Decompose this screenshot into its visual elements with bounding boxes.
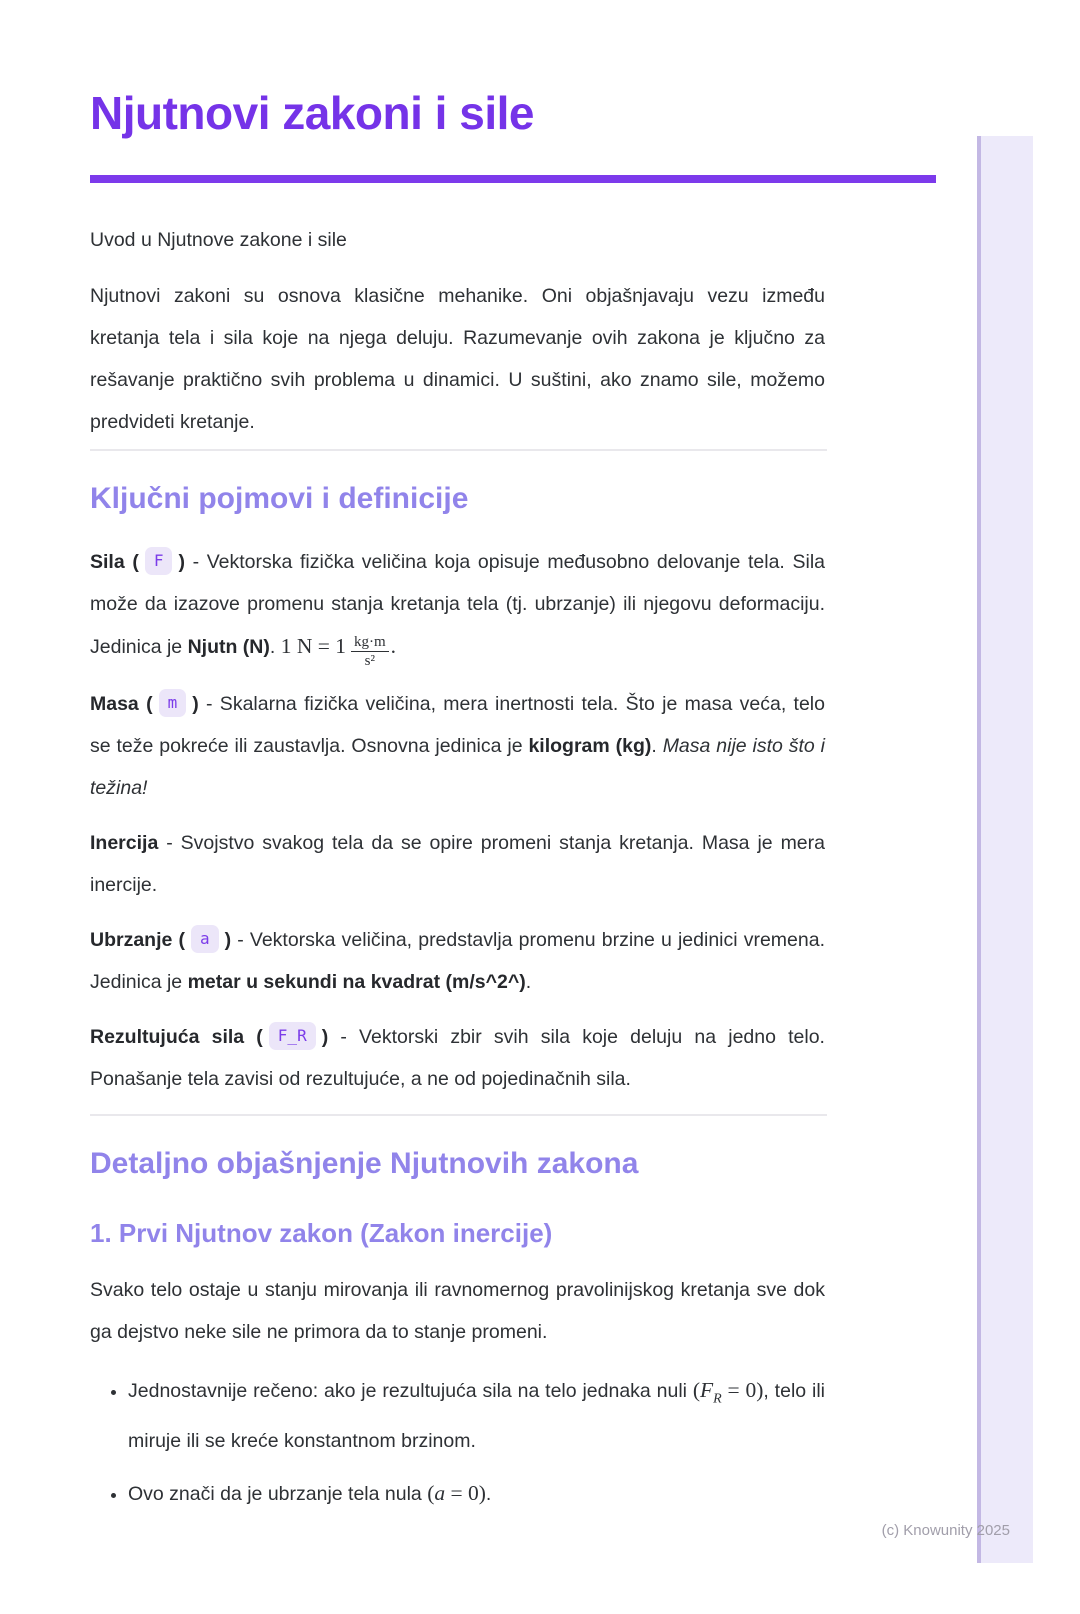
definition-sila-text: - Vektorska fizička veličina koja opisuje međusobno delovanje tela. Sila može da izazove promenu stanja kretanja tela (tj. ubrzanje) ili njegovu deformaciju. Jedinica je (90, 551, 825, 658)
page-title: Njutnovi zakoni i sile (90, 87, 534, 139)
formula-newton-lead: 1 N = 1 (280, 634, 346, 658)
first-law-bullet-list (90, 1369, 825, 1515)
bullet1-text-post: , telo ili miruje ili se kreće konstantnom brzinom. (128, 1379, 825, 1452)
definition-ubrzanje (90, 919, 825, 1003)
term-sila: Sila ( (90, 551, 139, 573)
document-content (90, 86, 825, 1515)
unit-kilogram: kilogram (kg) (528, 734, 652, 757)
bullet2-text-pre: Ovo znači da je ubrzanje tela nula (128, 1482, 428, 1505)
term-ubrzanje: Ubrzanje ( (90, 928, 185, 951)
bullet1-text-pre: Jednostavnije rečeno: ako je rezultujuća sila na telo jednaka nuli (128, 1379, 693, 1402)
math-FR-equals-0 (692, 1377, 764, 1406)
unit-metar: metar u sekundi na kvadrat (m/s^2^) (187, 970, 526, 993)
section-heading-key-terms: Ključni pojmovi i definicije (90, 482, 469, 515)
bullet-item-net-force-zero (128, 1369, 825, 1462)
definition-inercija-text: - Svojstvo svakog tela da se opire promeni stanja kretanja. Masa je mera inercije. (90, 831, 825, 896)
definition-sila (90, 541, 825, 670)
term-masa: Masa ( (90, 692, 153, 715)
math-sub-R: R (713, 1390, 722, 1406)
term-rezultujuca: Rezultujuća sila ( (90, 1025, 263, 1048)
definition-ubrzanje-after-unit: . (525, 970, 532, 993)
term-masa-close: ) (192, 692, 199, 715)
bullet2-text-post: . (485, 1482, 492, 1505)
term-inercija: Inercija (90, 831, 159, 854)
right-accent-bar (977, 136, 1033, 1563)
code-badge-F: F (145, 547, 173, 575)
math-rest-equals-zero-2: = 0) (445, 1480, 486, 1505)
definition-masa (90, 683, 825, 809)
definition-ubrzanje-text: - Vektorska veličina, predstavlja promenu brzine u jedinici vremena. Jedinica je (90, 928, 825, 993)
sub-heading-first-law: 1. Prvi Njutnov zakon (Zakon inercije) (90, 1217, 553, 1248)
definition-sila-after-unit: . (269, 636, 281, 658)
term-rezultujuca-close: ) (321, 1025, 329, 1048)
title-underline (90, 175, 936, 183)
formula-newton-end: . (390, 634, 397, 658)
math-var-F: F (700, 1377, 714, 1402)
formula-newton-numerator: kg·m (354, 633, 386, 650)
code-badge-m: m (159, 689, 187, 717)
math-open-paren-2: ( (427, 1480, 435, 1505)
math-var-a: a (434, 1480, 446, 1505)
definition-rezultujuca-sila (90, 1016, 825, 1100)
math-a-equals-0 (427, 1481, 486, 1505)
code-badge-FR: F_R (269, 1022, 316, 1050)
math-rest-equals-zero: = 0) (721, 1377, 764, 1402)
term-ubrzanje-close: ) (224, 928, 232, 951)
formula-newton (280, 633, 397, 669)
intro-paragraph: Njutnovi zakoni su osnova klasične mehanike. Oni objašnjavaju vezu između kretanja tela i sila koje na njega deluju. Razumevanje ovih zakona je ključno za rešavanje praktično svih problema u dinamici. U suštini, ako znamo sile, možemo predvideti kretanje. (90, 285, 825, 433)
first-law-paragraph: Svako telo ostaje u stanju mirovanja ili ravnomernog pravolinijskog kretanja sve dok ga dejstvo neke sile ne primora da to stanje promeni. (90, 1278, 825, 1343)
unit-njutn: Njutn (N) (187, 636, 270, 658)
section-heading-detailed: Detaljno objašnjenje Njutnovih zakona (90, 1146, 639, 1180)
code-badge-a: a (191, 925, 219, 953)
formula-newton-denominator: s² (351, 651, 389, 670)
term-sila-close: ) (178, 551, 185, 573)
definition-rezultujuca-text: - Vektorski zbir svih sila koje deluju na jedno telo. Ponašanje tela zavisi od rezultujuće, a ne od pojedinačnih sila. (90, 1025, 825, 1090)
section-divider (90, 449, 827, 451)
masa-note-italic: Masa nije isto što i težina! (90, 734, 825, 799)
bullet-item-acceleration-zero (128, 1472, 825, 1515)
definition-masa-after-unit: . (651, 734, 663, 757)
formula-newton-fraction (351, 634, 389, 670)
math-open-paren: ( (692, 1377, 701, 1402)
definition-inercija (90, 822, 825, 906)
section-divider-2 (90, 1114, 827, 1116)
definition-masa-text: - Skalarna fizička veličina, mera inertnosti tela. Što je masa veća, telo se teže pokreće ili zaustavlja. Osnovna jedinica je (90, 692, 825, 757)
intro-lead: Uvod u Njutnove zakone i sile (90, 229, 347, 251)
copyright-footer: (c) Knowunity 2025 (881, 1522, 1010, 1539)
